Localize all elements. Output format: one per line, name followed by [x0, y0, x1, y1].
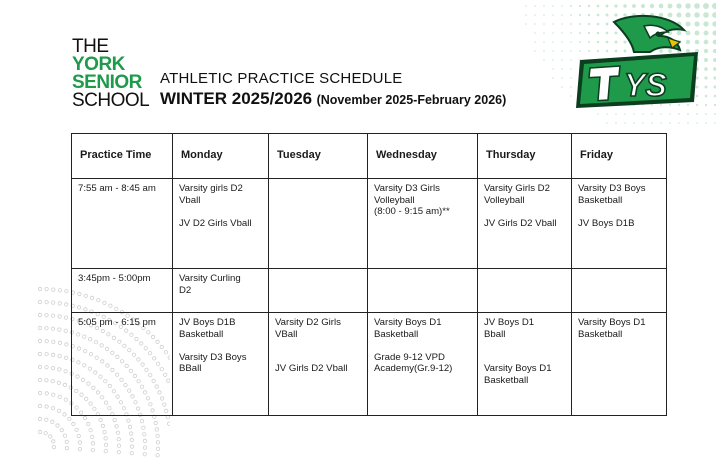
team-entry-line: Varsity D3 Boys — [578, 183, 646, 194]
team-entry-line: JV Girls D2 Vball — [275, 363, 348, 374]
team-entry-line: Basketball — [578, 328, 623, 340]
season-line — [160, 89, 506, 110]
schedule-cell-friday — [572, 269, 667, 313]
schedule-cell-tuesday — [269, 179, 368, 269]
schedule-cell-thursday — [478, 269, 572, 313]
team-entry-line: Varsity Boys D1 — [578, 317, 646, 328]
schedule-cell-thursday — [478, 313, 572, 416]
table-row — [72, 313, 667, 416]
column-header: Wednesday — [368, 134, 478, 179]
team-entry-line: Basketball — [179, 328, 224, 340]
team-entry-line: Bball — [484, 328, 506, 340]
practice-time: 7:55 am - 8:45 am — [78, 183, 156, 194]
schedule-cell-wednesday — [368, 269, 478, 313]
column-header: Friday — [572, 134, 667, 179]
team-entry-line: Varsity D3 Boys — [179, 351, 247, 363]
column-header: Monday — [173, 134, 269, 179]
team-entry-line: Varsity girls D2 — [179, 183, 243, 194]
team-entry-line: (8:00 - 9:15 am)** — [374, 206, 450, 217]
schedule-cell-wednesday — [368, 313, 478, 416]
team-entry-line: Basketball — [484, 374, 529, 386]
season-label: WINTER 2025/2026 — [160, 89, 313, 108]
column-header: Tuesday — [269, 134, 368, 179]
team-entry-line: Varsity D3 Girls — [374, 183, 440, 194]
schedule-cell-monday — [173, 269, 269, 313]
table-row — [72, 179, 667, 269]
team-entry-line: Varsity Boys D1 — [484, 363, 552, 374]
team-entry-line: BBall — [179, 363, 202, 374]
season-range: (November 2025-February 2026) — [316, 93, 507, 107]
team-entry-line: Basketball — [374, 328, 419, 340]
wordmark-line: THE — [72, 36, 109, 57]
column-header: Practice Time — [72, 134, 173, 179]
team-entry-line: Varsity Curling — [179, 273, 241, 284]
schedule-cell-monday — [173, 179, 269, 269]
practice-schedule-table — [71, 133, 667, 416]
logo-text: YS — [624, 67, 667, 103]
team-entry-line: JV Boys D1 — [484, 317, 535, 328]
schedule-cell-friday — [572, 179, 667, 269]
practice-time-cell — [72, 313, 173, 416]
team-entry-line: JV Boys D1B — [578, 217, 635, 229]
schedule-cell-tuesday — [269, 313, 368, 416]
team-entry-line: Grade 9-12 VPD — [374, 351, 445, 363]
schedule-cell-wednesday — [368, 179, 478, 269]
team-entry-line: Varsity Girls D2 — [484, 183, 550, 194]
team-entry-line: VBall — [275, 328, 298, 340]
team-entry-line: D2 — [179, 284, 192, 296]
column-header: Thursday — [478, 134, 572, 179]
schedule-cell-tuesday — [269, 269, 368, 313]
table-header-row — [72, 134, 667, 179]
practice-time: 5:05 pm - 6:15 pm — [78, 317, 156, 328]
team-entry-line: Varsity Boys D1 — [374, 317, 442, 328]
wordmark-line: SENIOR — [72, 72, 142, 93]
schedule-cell-friday — [572, 313, 667, 416]
team-entry-line: Basketball — [578, 194, 623, 206]
wordmark-line: YORK — [72, 54, 125, 75]
table-row — [72, 269, 667, 313]
schedule-cell-monday — [173, 313, 269, 416]
team-entry-line: JV D2 Girls Vball — [179, 217, 252, 229]
practice-time-cell — [72, 179, 173, 269]
team-entry-line: JV Girls D2 Vball — [484, 217, 557, 229]
practice-time-cell — [72, 269, 173, 313]
falcon-mascot-logo-icon — [574, 12, 704, 116]
team-entry-line: JV Boys D1B — [179, 317, 236, 328]
team-entry-line: Volleyball — [484, 194, 525, 206]
schedule-heading: ATHLETIC PRACTICE SCHEDULE — [160, 70, 403, 87]
team-entry-line: Volleyball — [374, 194, 415, 206]
team-entry-line: Varsity D2 Girls — [275, 317, 341, 328]
team-entry-line: Vball — [179, 194, 201, 206]
team-entry-line: Academy(Gr.9-12) — [374, 363, 453, 374]
wordmark-line: SCHOOL — [72, 90, 150, 111]
schedule-cell-thursday — [478, 179, 572, 269]
schedule-title — [160, 70, 506, 110]
practice-time: 3:45pm - 5:00pm — [78, 273, 151, 284]
school-wordmark — [72, 38, 149, 110]
